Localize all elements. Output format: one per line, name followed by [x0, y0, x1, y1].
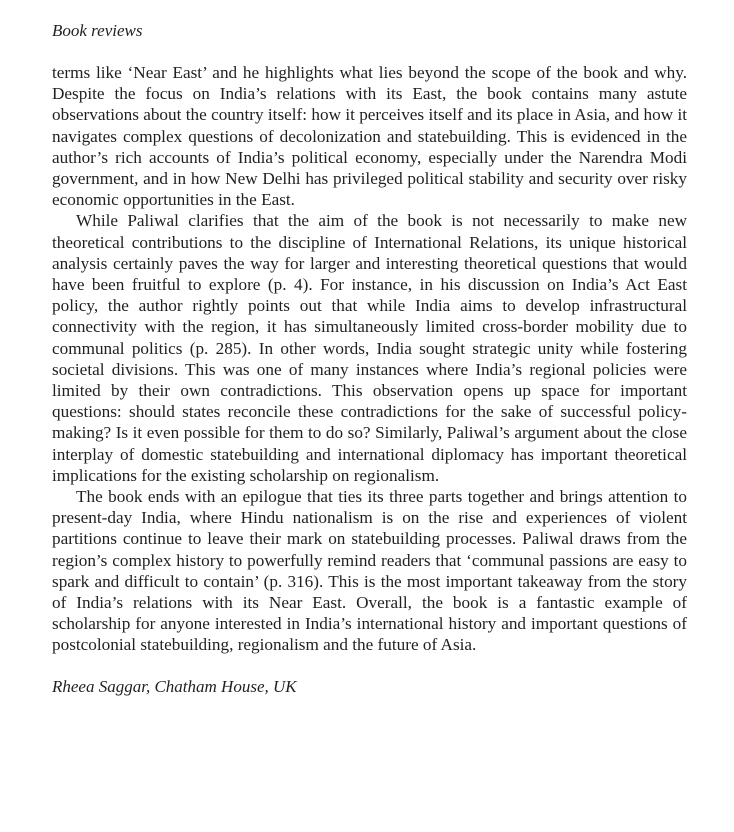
reviewer-signature: Rheea Saggar, Chatham House, UK — [52, 676, 297, 696]
page — [52, 20, 687, 698]
paragraph-conclusion: The book ends with an epilogue that ties its three parts together and brings attention to present-day India, where Hindu nationalism is on the rise and experiences of violent partitions continue to leave their mark on statebuilding processes. Paliwal draws from the region’s complex history to powerfully remind readers that ‘communal passions are easy to spark and difficult to contain’ (p. 316). This is the most important takeaway from the story of India’s relations with its Near East. Overall, the book is a fantastic example of scholarship for anyone interested in India’s international history and important questions of postcolonial statebuilding, regionalism and the future of Asia. — [52, 487, 687, 655]
paragraph-analysis: While Paliwal clarifies that the aim of the book is not necessarily to make new theoretical contributions to the discipline of International Relations, its unique historical analysis certainly paves the way for larger and interesting theoretical questions that would have been fruitful to explore (p. 4). For instance, in his discussion on India’s Act East policy, the author rightly points out that while India aims to develop infrastructural connectivity with the region, it has simultaneously limited cross-border mobility due to communal politics (p. 285). In other words, India sought strategic unity while fostering societal divisions. This was one of many instances where India’s regional policies were limited by their own contradictions. This observation opens up space for important questions: should states reconcile these contradictions for the sake of successful policy-making? Is it even possible for them to do so? Similarly, Paliwal’s argument about the close interplay of domestic statebuilding and international diplomacy has important theoretical implications for the existing scholarship on regionalism. — [52, 211, 687, 485]
paragraph-continuation: terms like ‘Near East’ and he highlights what lies beyond the scope of the book and why. Despite the focus on India’s relations with its East, the book contains many astute observations about the country itself: how it perceives itself and its place in Asia, and how it navigates complex questions of decolonization and statebuilding. This is evidenced in the author’s rich accounts of India’s political economy, especially under the Narendra Modi government, and in how New Delhi has privileged political stability and security over risky economic opportunities in the East. — [52, 63, 687, 210]
running-head: Book reviews — [52, 21, 143, 40]
